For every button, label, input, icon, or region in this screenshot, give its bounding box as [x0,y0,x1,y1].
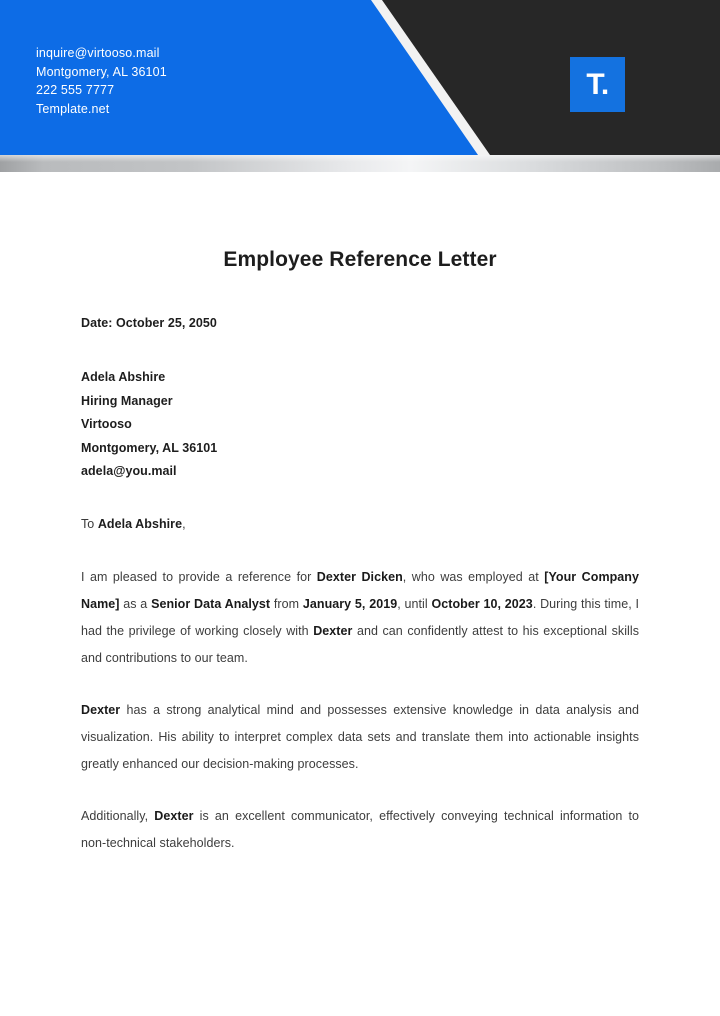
recipient-address: Montgomery, AL 36101 [81,440,218,455]
recipient-name: Adela Abshire [81,370,166,384]
paragraph-2 [81,697,639,778]
body-text: is an excellent communicator, effectively conveying technical information to non-technical stakeholders. [81,808,639,850]
body-text: , until [397,596,432,611]
letter-body [81,316,639,857]
body-text: as a [119,596,152,611]
salutation-prefix: To [81,516,98,531]
salutation [81,517,639,531]
sender-contact-block [36,44,167,118]
paragraph-1 [81,564,639,672]
page-title: Employee Reference Letter [223,248,497,271]
emphasis-text: [Your Company Name] [81,569,639,611]
body-text: , who was employed at [402,569,545,584]
recipient-company: Virtooso [81,417,132,431]
contact-phone: 222 555 7777 [36,83,115,97]
salutation-name: Adela Abshire [97,516,183,531]
recipient-email: adela@you.mail [81,464,177,478]
brand-logo-badge [570,57,625,112]
silver-accent-bar [0,155,720,172]
body-text: I am pleased to provide a reference for [81,569,317,584]
emphasis-text: January 5, 2019 [302,596,398,611]
emphasis-text: Dexter Dicken [316,569,403,584]
emphasis-text: Dexter [313,623,353,638]
emphasis-text: October 10, 2023 [431,596,533,611]
template-net-logo-icon: T. [586,67,609,101]
contact-email: inquire@virtooso.mail [36,46,160,60]
emphasis-text: Senior Data Analyst [151,596,271,611]
emphasis-text: Dexter [154,808,194,823]
body-text: has a strong analytical mind and possesses extensive knowledge in data analysis and visualization. His ability to interpret complex data sets and translate them into actionable insights greatly enhanced our decision-making processes. [81,702,639,771]
contact-website: Template.net [36,101,110,116]
letter-date: Date: October 25, 2050 [81,316,217,330]
body-text: Additionally, [81,808,155,823]
salutation-suffix: , [182,516,186,531]
recipient-block [81,366,639,484]
body-text: . During this time, I had the privilege of working closely with [81,596,640,638]
emphasis-text: Dexter [81,702,121,717]
paragraph-3 [81,803,639,857]
contact-address: Montgomery, AL 36101 [36,64,167,79]
body-text: and can confidently attest to his exceptional skills and contributions to our team. [81,623,639,665]
body-text: from [270,596,303,611]
recipient-title: Hiring Manager [81,393,173,408]
